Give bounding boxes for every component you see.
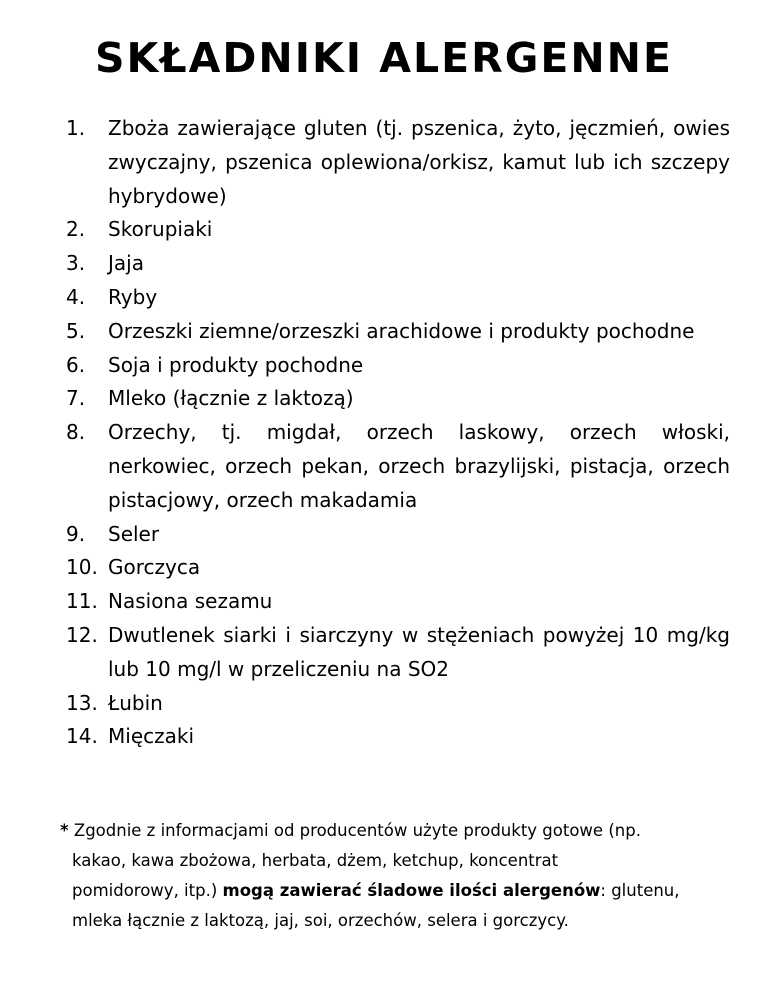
footnote-line-1 bbox=[60, 816, 732, 846]
list-item bbox=[66, 551, 730, 585]
item-number: 5. bbox=[66, 318, 86, 343]
item-text: Dwutlenek siarki i siarczyny w stężeniach powyżej 10 mg/kg lub 10 mg/l w przeliczeniu na SO2 bbox=[108, 622, 730, 681]
footnote-line-4: mleka łącznie z laktozą, jaj, soi, orzechów, selera i gorczycy. bbox=[72, 911, 569, 930]
list-item bbox=[66, 213, 730, 247]
list-item bbox=[66, 416, 730, 517]
item-number: 11. bbox=[66, 589, 98, 614]
item-text: Seler bbox=[108, 521, 160, 546]
item-number: 1. bbox=[66, 116, 86, 140]
item-text: Jaja bbox=[108, 251, 144, 276]
list-item bbox=[66, 112, 730, 213]
footnote-line-2: kakao, kawa zbożowa, herbata, dżem, ketchup, koncentrat bbox=[72, 851, 559, 870]
list-item bbox=[66, 687, 730, 721]
list-item bbox=[66, 247, 730, 281]
item-number: 3. bbox=[66, 251, 86, 276]
footnote-text-3a: pomidorowy, itp.) bbox=[72, 881, 218, 900]
footnote-emphasis: mogą zawierać śladowe ilości alergenów bbox=[222, 881, 601, 900]
footnote-text-1: Zgodnie z informacjami od producentów użyte produkty gotowe (np. bbox=[73, 821, 641, 840]
footnote-asterisk: * bbox=[60, 821, 69, 840]
item-text: Orzeszki ziemne/orzeszki arachidowe i produkty pochodne bbox=[108, 318, 695, 343]
footnote bbox=[60, 816, 732, 936]
item-text: Nasiona sezamu bbox=[108, 589, 273, 614]
item-number: 8. bbox=[66, 420, 86, 445]
list-item bbox=[66, 281, 730, 315]
item-number: 14. bbox=[66, 724, 98, 749]
page-title: SKŁADNIKI ALERGENNE bbox=[95, 34, 673, 82]
item-text: Orzechy, tj. migdał, orzech laskowy, orzech włoski, nerkowiec, orzech pekan, orzech brazylijski, pistacja, orzech pistacjowy, orzech makadamia bbox=[108, 420, 730, 512]
item-text: Skorupiaki bbox=[108, 217, 213, 242]
list-item bbox=[66, 518, 730, 552]
item-text: Łubin bbox=[108, 690, 163, 715]
list-item bbox=[66, 382, 730, 416]
item-number: 10. bbox=[66, 555, 98, 580]
item-text: Soja i produkty pochodne bbox=[108, 352, 364, 377]
footnote-line-3 bbox=[60, 876, 732, 906]
item-number: 9. bbox=[66, 521, 86, 546]
item-number: 12. bbox=[66, 622, 98, 647]
item-text: Ryby bbox=[108, 284, 158, 309]
footnote-text-3b: : glutenu, bbox=[600, 881, 680, 900]
item-text: Mleko (łącznie z laktozą) bbox=[108, 386, 354, 411]
item-number: 7. bbox=[66, 386, 86, 411]
list-item bbox=[66, 349, 730, 383]
item-number: 13. bbox=[66, 690, 98, 715]
item-text: Zboża zawierające gluten (tj. pszenica, żyto, jęczmień, owies zwyczajny, pszenica oplewiona/orkisz, kamut lub ich szczepy hybrydowe) bbox=[108, 116, 730, 208]
item-text: Mięczaki bbox=[108, 724, 195, 749]
item-text: Gorczyca bbox=[108, 555, 201, 580]
list-item bbox=[66, 585, 730, 619]
allergen-list bbox=[66, 112, 730, 754]
list-item bbox=[66, 720, 730, 754]
item-number: 2. bbox=[66, 217, 86, 242]
list-item bbox=[66, 315, 730, 349]
item-number: 6. bbox=[66, 352, 86, 377]
list-item bbox=[66, 619, 730, 687]
item-number: 4. bbox=[66, 284, 86, 309]
